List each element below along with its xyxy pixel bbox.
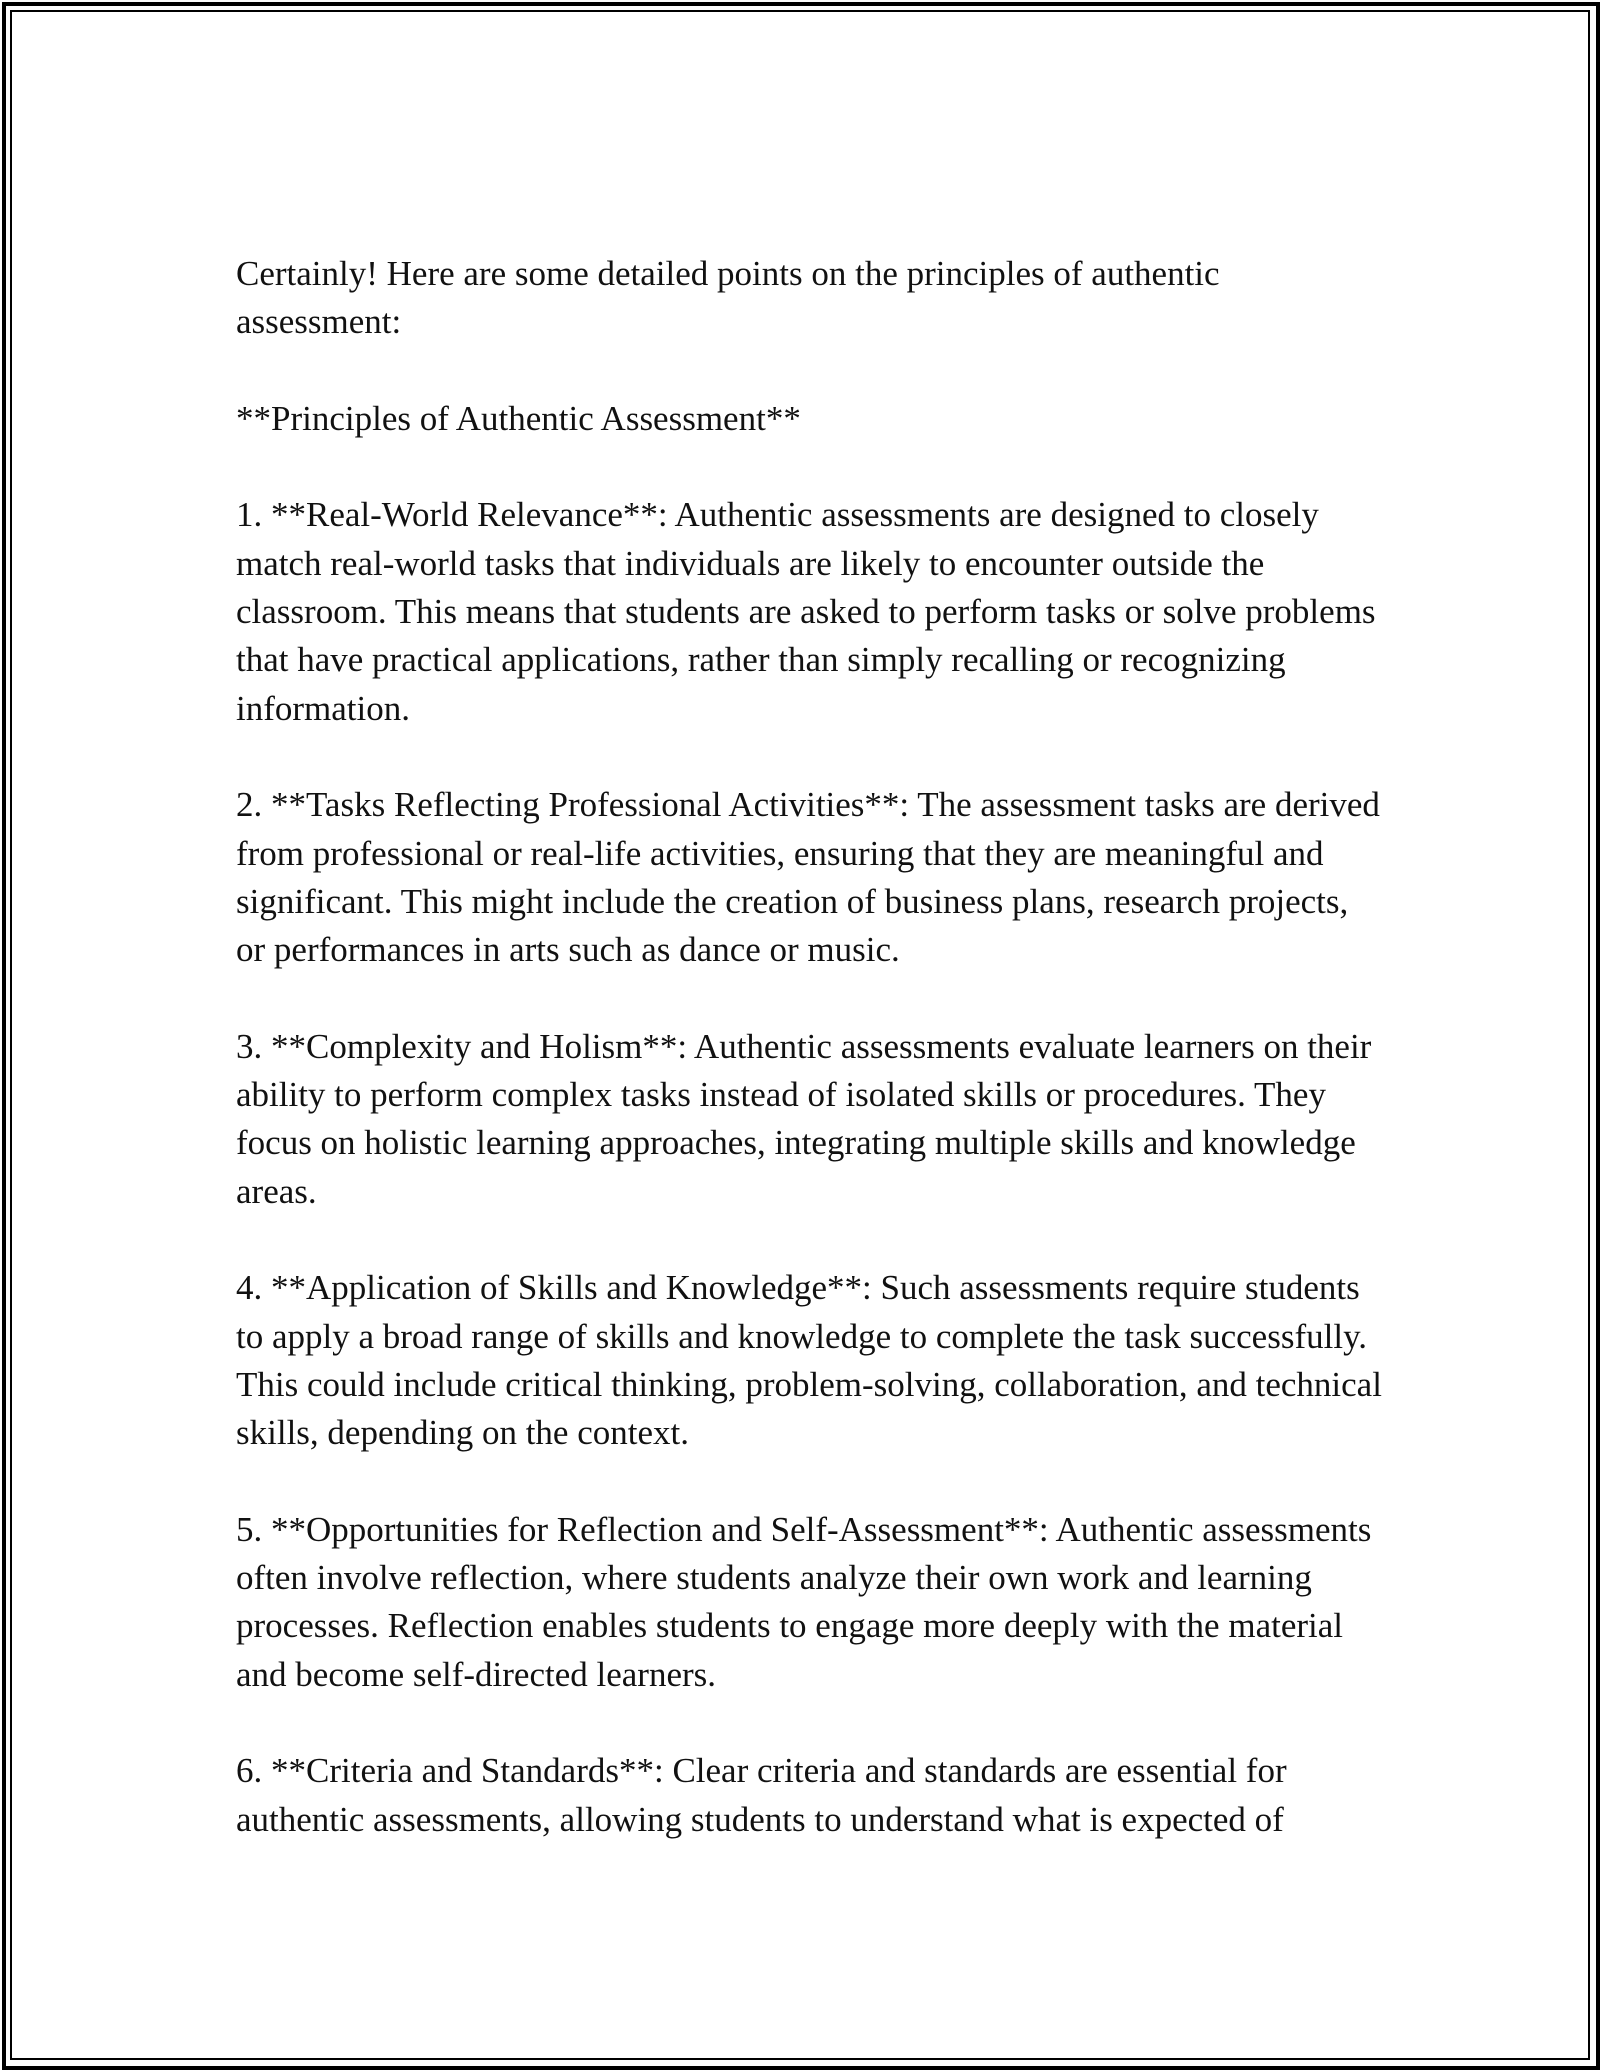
document-body: [236, 250, 1386, 1892]
point-2: 2. **Tasks Reflecting Professional Activities**: The assessment tasks are derived from professional or real-life activities, ensuring that they are meaningful and significant. This might include the creation of business plans, research projects, or performances in arts such as dance or music.: [236, 785, 1380, 970]
section-heading: **Principles of Authentic Assessment**: [236, 398, 801, 438]
point-4: 4. **Application of Skills and Knowledge**: Such assessments require students to apply a broad range of skills and knowledge to complete the task successfully. This could include critical thinking, problem-solving, collaboration, and technical skills, depending on the context.: [236, 1268, 1382, 1453]
point-1: 1. **Real-World Relevance**: Authentic assessments are designed to closely match real-world tasks that individuals are likely to encounter outside the classroom. This means that students are asked to perform tasks or solve problems that have practical applications, rather than simply recalling or recognizing information.: [236, 495, 1376, 728]
point-3: 3. **Complexity and Holism**: Authentic assessments evaluate learners on their ability to perform complex tasks instead of isolated skills or procedures. They focus on holistic learning approaches, integrating multiple skills and knowledge areas.: [236, 1026, 1372, 1211]
point-6: 6. **Criteria and Standards**: Clear criteria and standards are essential for authentic assessments, allowing students to understand what is expected of: [236, 1751, 1287, 1839]
point-5: 5. **Opportunities for Reflection and Self-Assessment**: Authentic assessments often involve reflection, where students analyze their own work and learning processes. Reflection enables students to engage more deeply with the material and become self-directed learners.: [236, 1509, 1372, 1694]
intro-paragraph: Certainly! Here are some detailed points on the principles of authentic assessment:: [236, 254, 1220, 342]
